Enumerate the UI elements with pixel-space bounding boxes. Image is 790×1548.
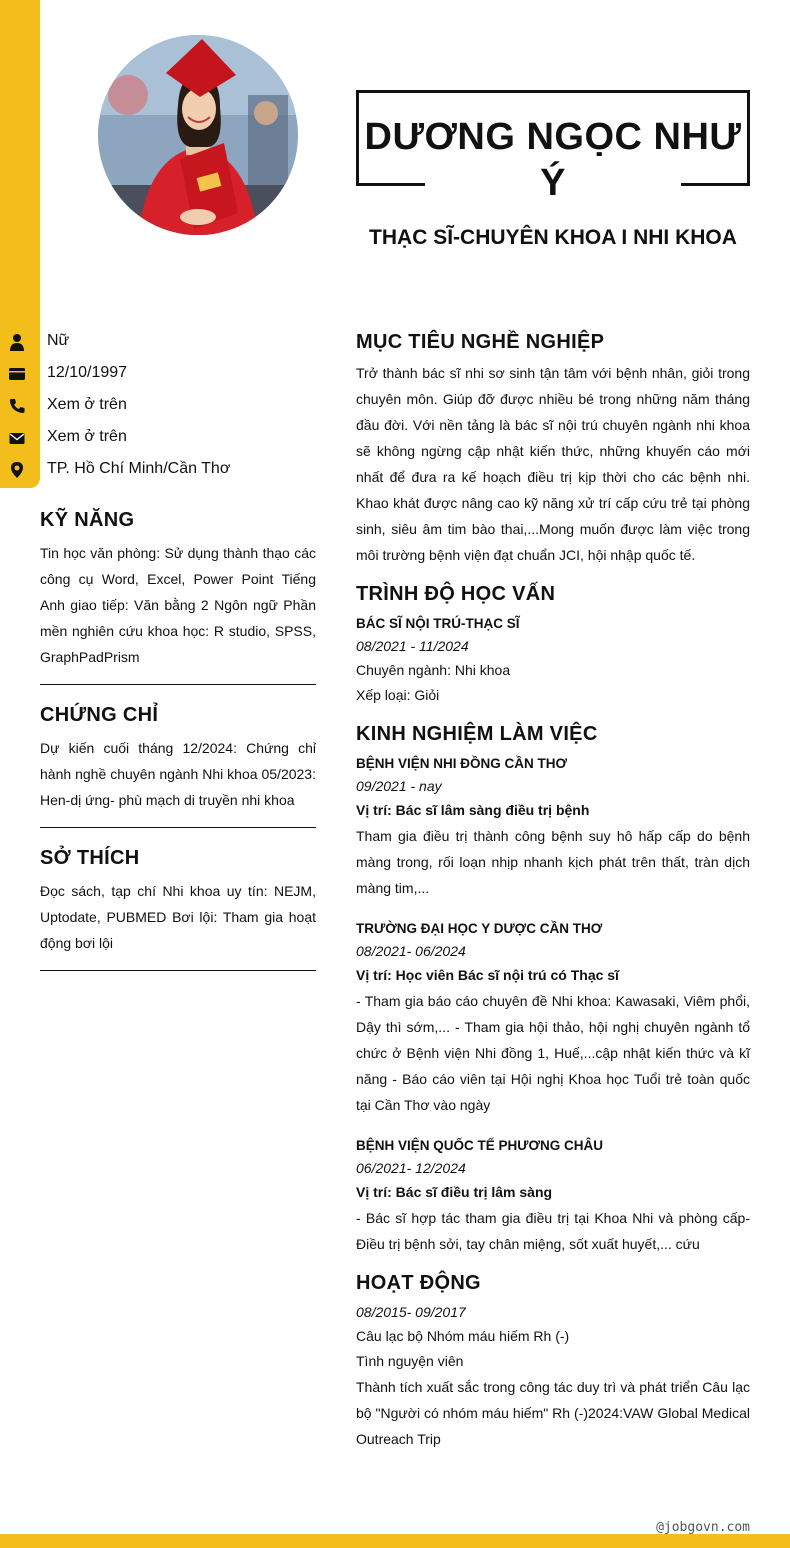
phone-icon	[8, 397, 26, 415]
experience-org: BỆNH VIỆN NHI ĐỒNG CẦN THƠ	[356, 756, 568, 771]
experience-title: KINH NGHIỆM LÀM VIỆC	[356, 723, 598, 745]
experience-org: TRƯỜNG ĐẠI HỌC Y DƯỢC CẦN THƠ	[356, 921, 603, 936]
contact-address: TP. Hồ Chí Minh/Cần Thơ	[0, 454, 330, 486]
footer-bar	[0, 1534, 790, 1548]
activities-title: HOẠT ĐỘNG	[356, 1272, 481, 1294]
experience-desc: - Tham gia báo cáo chuyên đề Nhi khoa: Kawasaki, Viêm phổi, Dậy thì sớm,... - Tham gia hội thảo, hội nghị chuyên ngành tổ chức ở Bệnh viện Nhi đồng 1, Huế,...cập nhật kiến thức và kĩ năng - Báo cáo viên tại Hội nghị Khoa học Tuổi trẻ toàn quốc tại Cần Thơ vào ngày	[356, 993, 750, 1113]
contact-gender: Nữ	[0, 326, 330, 358]
experience-item	[356, 752, 750, 901]
profile-photo	[98, 35, 298, 235]
activities-date: 08/2015- 09/2017	[356, 1304, 466, 1320]
education-rank: Xếp loại: Giỏi	[356, 687, 440, 703]
skills-text: Tin học văn phòng: Sử dụng thành thạo các công cụ Word, Excel, Power Point Tiếng Anh giao tiếp: Văn bằng 2 Ngôn ngữ Phần mền nghiên cứu khoa học: R studio, SPSS, GraphPadPrism	[40, 545, 316, 665]
right-column	[356, 328, 750, 1452]
experience-date: 06/2021- 12/2024	[356, 1160, 466, 1176]
experience-item	[356, 917, 750, 1118]
education-major: Chuyên ngành: Nhi khoa	[356, 662, 511, 678]
location-icon	[8, 461, 26, 479]
education-date: 08/2021 - 11/2024	[356, 638, 469, 654]
full-name: DƯƠNG NGỌC NHƯ Ý	[364, 116, 742, 204]
divider	[40, 970, 316, 971]
hobbies-text: Đọc sách, tạp chí Nhi khoa uy tín: NEJM, Uptodate, PUBMED Bơi lội: Tham gia hoạt động bơi lội	[40, 883, 316, 951]
certificates-title: CHỨNG CHỈ	[40, 704, 159, 726]
education-title: TRÌNH ĐỘ HỌC VẤN	[356, 583, 556, 605]
divider	[40, 684, 316, 685]
experience-role: Vị trí: Bác sĩ lâm sàng điều trị bệnh	[356, 802, 590, 818]
experience-role: Vị trí: Học viên Bác sĩ nội trú có Thạc sĩ	[356, 967, 619, 983]
job-title: THẠC SĨ-CHUYÊN KHOA I NHI KHOA	[369, 226, 737, 249]
skills-title: KỸ NĂNG	[40, 509, 135, 531]
experience-item	[356, 1134, 750, 1257]
activities-role: Tình nguyện viên	[356, 1353, 464, 1369]
activities-club: Câu lạc bộ Nhóm máu hiếm Rh (-)	[356, 1328, 570, 1344]
experience-org: BỆNH VIỆN QUỐC TẾ PHƯƠNG CHÂU	[356, 1138, 603, 1153]
education-degree: BÁC SĨ NỘI TRÚ-THẠC SĨ	[356, 616, 520, 631]
experience-date: 09/2021 - nay	[356, 778, 442, 794]
experience-role: Vị trí: Bác sĩ điều trị lâm sàng	[356, 1184, 553, 1200]
activities-desc: Thành tích xuất sắc trong công tác duy trì và phát triển Câu lạc bộ "Người có nhóm máu hiếm" Rh (-)2024:VAW Global Medical Outreach Trip	[356, 1379, 750, 1447]
email-icon	[8, 429, 26, 447]
contact-phone: Xem ở trên	[0, 390, 330, 422]
hobbies-title: SỞ THÍCH	[40, 847, 140, 869]
experience-desc: - Bác sĩ hợp tác tham gia điều trị tại Khoa Nhi và phòng cấp- Điều trị bệnh sởi, tay chân miệng, sốt xuất huyết,... cứu	[356, 1210, 750, 1252]
calendar-icon	[8, 365, 26, 383]
experience-date: 08/2021- 06/2024	[356, 943, 466, 959]
certificates-text: Dự kiến cuối tháng 12/2024: Chứng chỉ hành nghề chuyên ngành Nhi khoa 05/2023: Hen-dị ứng- phù mạch di truyền nhi khoa	[40, 740, 316, 808]
experience-desc: Tham gia điều trị thành công bệnh suy hô hấp cấp do bệnh màng trong, rối loạn nhịp nhanh kịch phát trên thất, tràn dịch màng tim,...	[356, 828, 750, 896]
objective-title: MỤC TIÊU NGHỀ NGHIỆP	[356, 331, 605, 353]
contact-list	[0, 326, 330, 486]
contact-birthday: 12/10/1997	[0, 358, 330, 390]
contact-email: Xem ở trên	[0, 422, 330, 454]
objective-text: Trở thành bác sĩ nhi sơ sinh tận tâm với bệnh nhân, giỏi trong chuyên môn. Giúp đỡ được nhiều bé trong những năm tháng đầu đời. Với nền tảng là bác sĩ nội trú chuyên ngành nhi khoa sẽ không ngừng cập nhật kiến thức, những khuyến cáo mới nhất để đưa ra kế hoạch điều trị kịp thời cho các bệnh nhi. Khao khát được nâng cao kỹ năng xử trí cấp cứu trẻ tại phòng sinh, siêu âm tim bào thai,...Mong muốn được làm việc trong môi trường bệnh viện đạt chuẩn JCI, hội nhập quốc tế.	[356, 365, 750, 563]
left-column	[40, 506, 316, 987]
watermark: @jobgovn.com	[656, 1520, 750, 1535]
person-icon	[8, 333, 26, 351]
divider	[40, 827, 316, 828]
